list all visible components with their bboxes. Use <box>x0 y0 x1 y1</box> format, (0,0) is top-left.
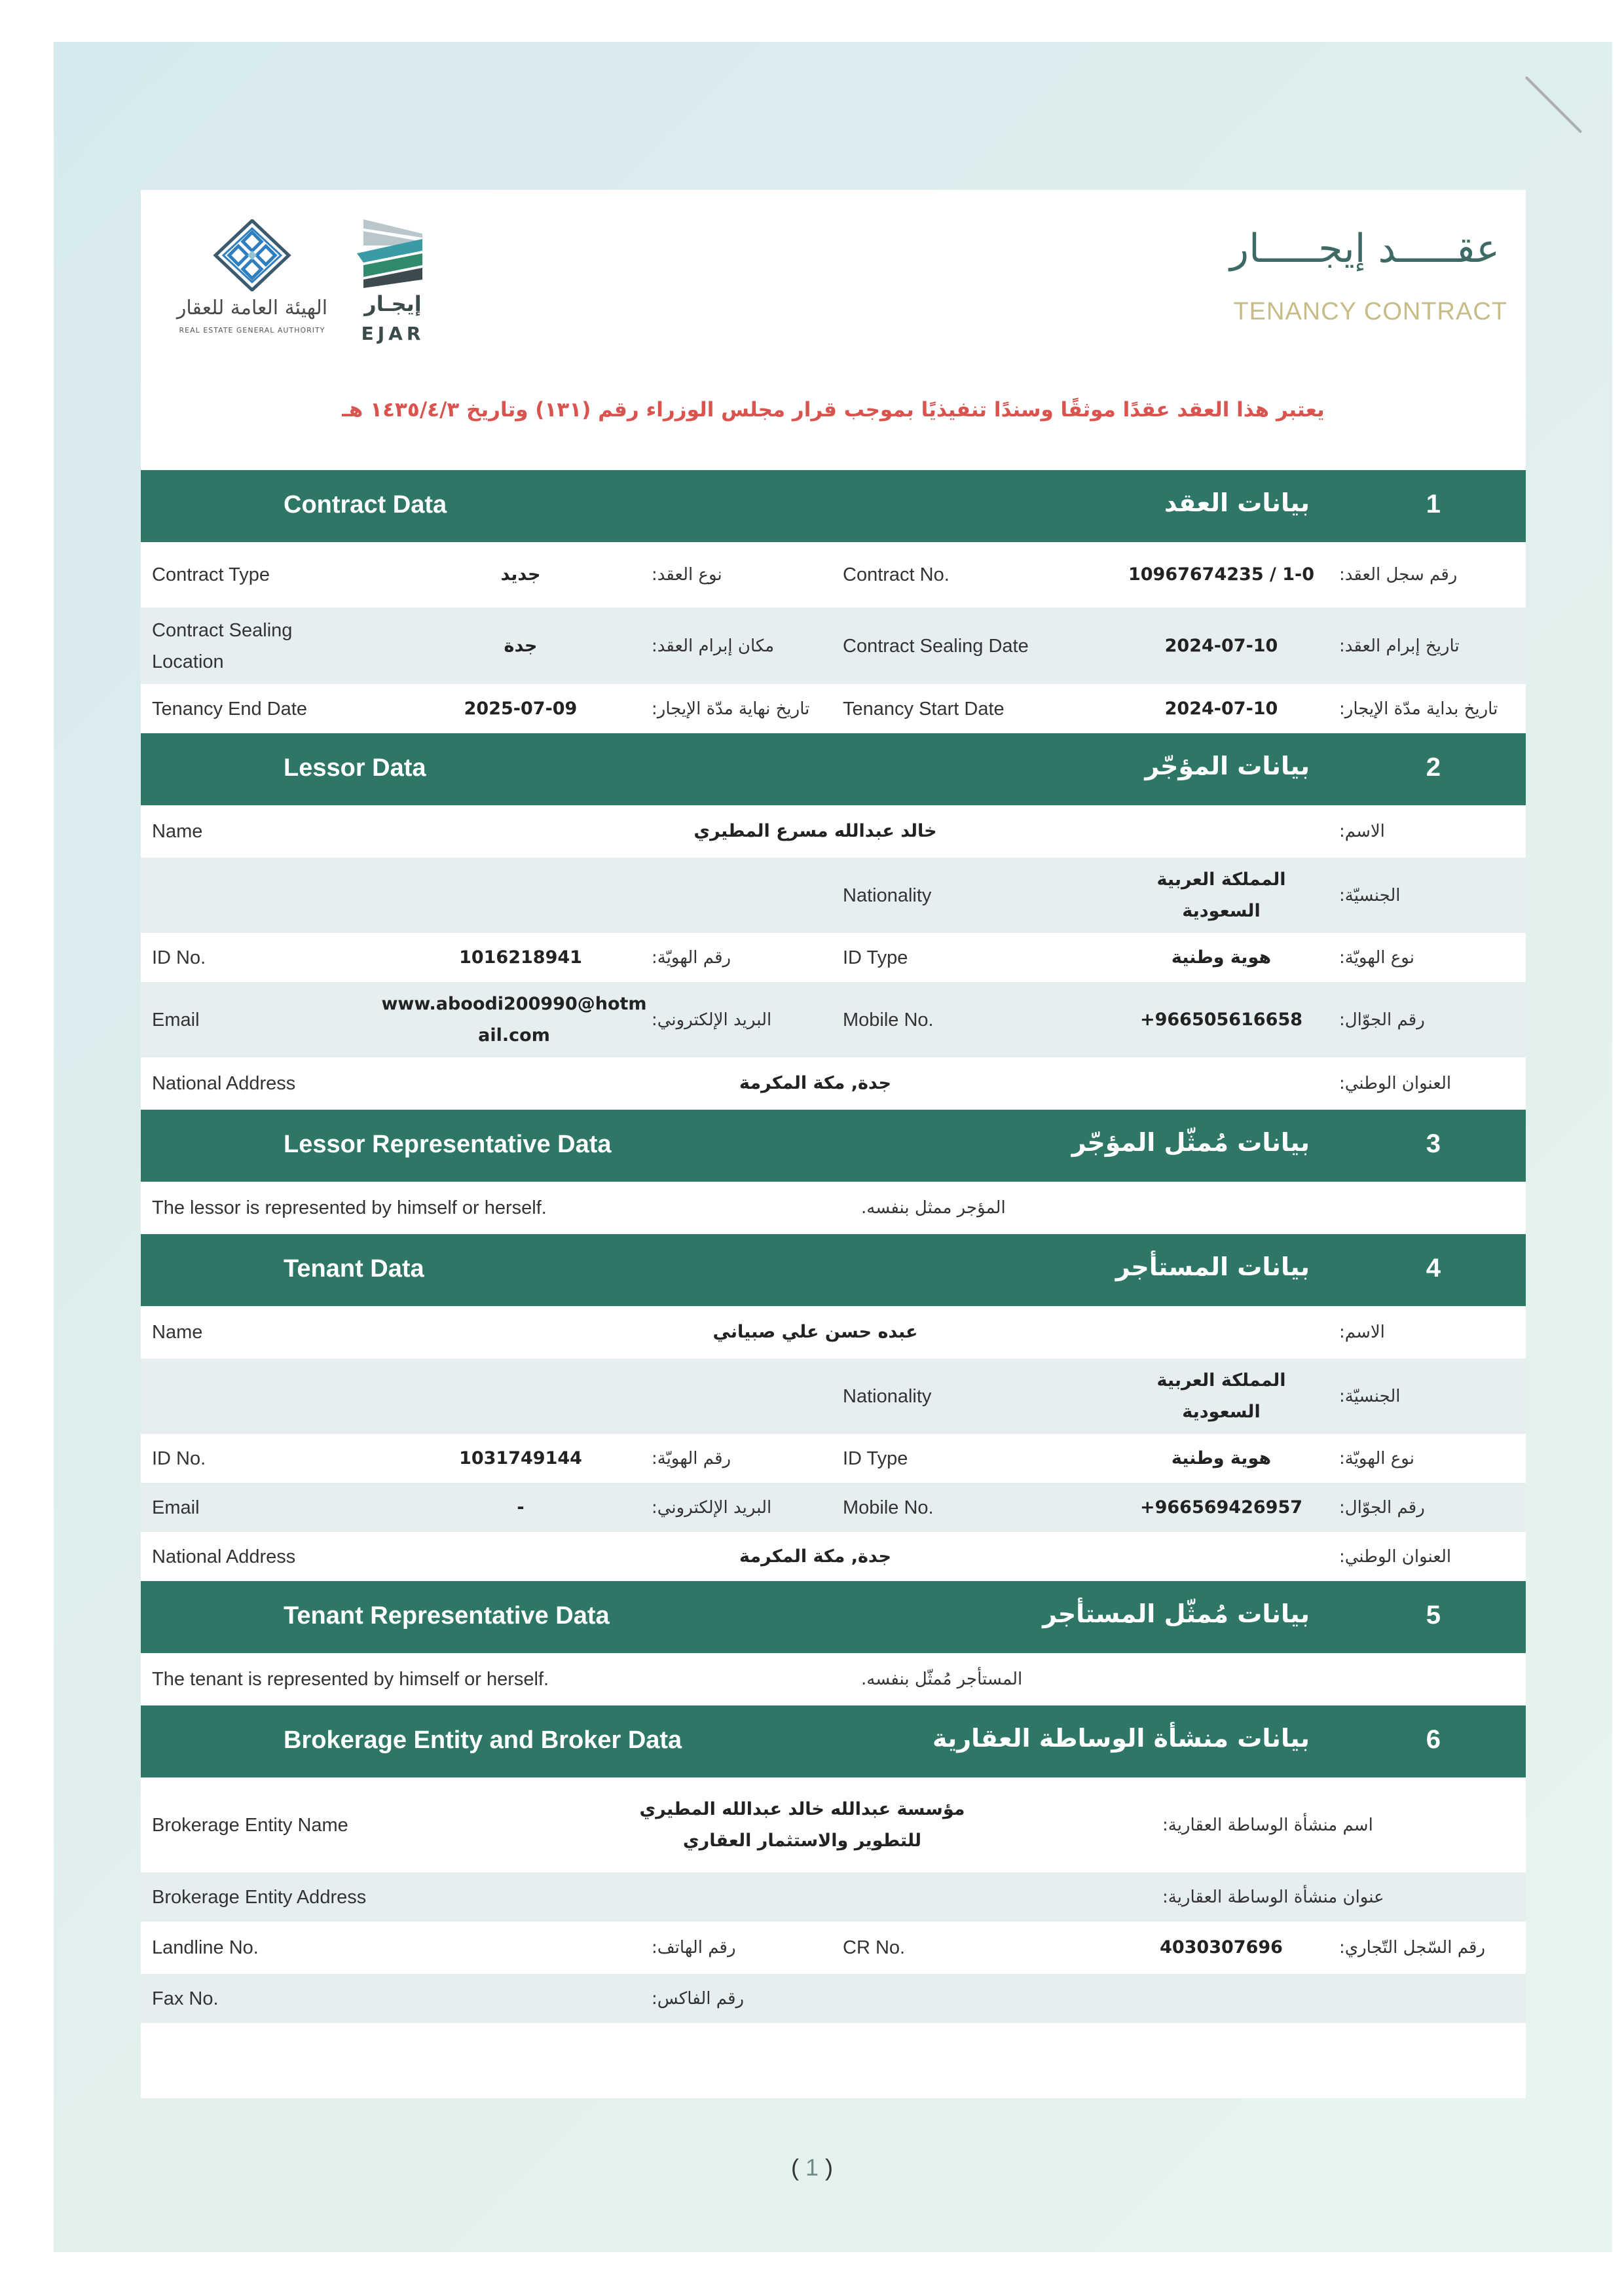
field-value: جدة, مكة المكرمة <box>739 1546 891 1567</box>
field-label-en: ID No. <box>152 947 206 968</box>
ejar-logo-arabic: إيجـار <box>364 291 422 316</box>
table-row <box>141 1434 1526 1483</box>
section-header-brokerage <box>141 1705 1526 1777</box>
tenant-representation-note-ar: المستأجر مُمثّل بنفسه. <box>861 1669 1023 1689</box>
contract-page <box>141 190 1526 2098</box>
field-label-ar: تاريخ نهاية مدّة الإيجار: <box>652 699 810 719</box>
field-label-en: Email <box>152 1009 200 1030</box>
section-number: 2 <box>1426 753 1441 782</box>
table-row <box>141 1483 1526 1532</box>
rega-logo-english: REAL ESTATE GENERAL AUTHORITY <box>179 326 325 335</box>
section-header-tenant <box>141 1234 1526 1306</box>
field-label-ar: رقم الجوّال: <box>1339 1010 1425 1030</box>
table-row <box>141 1358 1526 1434</box>
tenant-representation-note-en: The tenant is represented by himself or herself. <box>152 1669 549 1690</box>
field-label-ar: رقم الجوّال: <box>1339 1497 1425 1518</box>
table-row <box>141 1974 1526 2023</box>
field-value: +966505616658 <box>1139 1009 1303 1030</box>
field-label-en: Nationality <box>843 884 932 906</box>
field-label-ar: نوع الهويّة: <box>1339 1448 1414 1468</box>
table-row <box>141 608 1526 684</box>
table-row <box>141 1653 1526 1705</box>
field-label-en: Contract Type <box>152 564 270 585</box>
field-label-ar: نوع الهويّة: <box>1339 947 1414 968</box>
field-label-ar: الاسم: <box>1339 822 1385 841</box>
field-label-en: National Address <box>152 1073 296 1094</box>
field-value: جدة, مكة المكرمة <box>739 1073 891 1093</box>
rega-logo <box>160 219 344 344</box>
page-number-open: ( <box>790 2154 799 2181</box>
field-value: 4030307696 <box>1160 1937 1283 1958</box>
document-title-english: TENANCY CONTRACT <box>1233 298 1507 325</box>
field-label-en: Mobile No. <box>843 1497 934 1518</box>
field-label-en: Contract No. <box>843 564 950 585</box>
table-row <box>141 805 1526 858</box>
field-value: جدة <box>504 635 538 656</box>
field-label-en: Contract Sealing Date <box>843 635 1029 657</box>
field-value: المملكة العربية السعودية <box>1156 1370 1286 1422</box>
field-label-ar: اسم منشأة الوساطة العقارية: <box>1162 1815 1373 1835</box>
field-label-ar: رقم السّجل التّجاري: <box>1339 1938 1485 1958</box>
table-row <box>141 1777 1526 1872</box>
table-row <box>141 1872 1526 1922</box>
field-label-ar: تاريخ بداية مدّة الإيجار: <box>1339 699 1498 719</box>
section-title-ar: بيانات المستأجر <box>1115 1252 1310 1281</box>
field-label-ar: رقم الهويّة: <box>652 947 731 968</box>
field-value: 1016218941 <box>459 947 582 968</box>
section-header-lessor-representative <box>141 1110 1526 1182</box>
ejar-logo-english: EJAR <box>361 323 425 344</box>
tenant-name-value: عبده حسن علي صبياني <box>712 1322 918 1342</box>
field-label-ar: نوع العقد: <box>652 565 722 585</box>
field-label-en: Tenancy End Date <box>152 698 307 720</box>
field-value: جديد <box>500 564 541 585</box>
table-row <box>141 1922 1526 1974</box>
section-title-ar: بيانات المؤجّر <box>1145 752 1310 780</box>
field-label-ar: رقم الهويّة: <box>652 1448 731 1468</box>
field-label-ar: البريد الإلكتروني: <box>652 1010 772 1030</box>
field-label-en: Brokerage Entity Name <box>152 1814 348 1836</box>
field-label-ar: العنوان الوطني: <box>1339 1074 1452 1093</box>
field-label-ar: الجنسيّة: <box>1339 1386 1401 1406</box>
table-row <box>141 1057 1526 1110</box>
field-label-ar: مكان إبرام العقد: <box>652 636 775 656</box>
section-title-en: Brokerage Entity and Broker Data <box>284 1726 682 1754</box>
field-label-en: Nationality <box>843 1385 932 1407</box>
page-number-close: ) <box>825 2154 834 2181</box>
field-label-ar: رقم سجل العقد: <box>1339 565 1458 585</box>
table-row <box>141 1182 1526 1234</box>
document-title-arabic: عقـــــد إيجـــــار <box>1230 226 1500 272</box>
field-label-en: Email <box>152 1497 200 1518</box>
field-value: 1031749144 <box>459 1448 582 1468</box>
section-header-contract <box>141 470 1526 542</box>
field-value: - <box>517 1497 525 1518</box>
field-label-en: Contract Sealing Location <box>152 619 293 672</box>
section-number: 5 <box>1426 1601 1441 1630</box>
lessor-representation-note-en: The lessor is represented by himself or herself. <box>152 1197 547 1218</box>
ejar-emblem-icon <box>357 219 429 288</box>
page-number <box>0 2154 1624 2181</box>
rega-emblem-icon <box>213 219 291 291</box>
field-label-en: ID Type <box>843 1448 908 1469</box>
section-title-en: Tenant Representative Data <box>284 1602 610 1630</box>
field-value: 2024-07-10 <box>1164 698 1278 719</box>
table-row <box>141 684 1526 733</box>
field-label-en: Tenancy Start Date <box>843 698 1005 720</box>
table-row <box>141 982 1526 1057</box>
field-value: +966569426957 <box>1139 1497 1303 1518</box>
section-title-ar: بيانات منشأة الوساطة العقارية <box>932 1724 1310 1753</box>
section-number: 6 <box>1426 1725 1441 1754</box>
field-label-en: ID Type <box>843 947 908 968</box>
field-label-en: Name <box>152 821 203 842</box>
section-title-en: Lessor Data <box>284 754 426 782</box>
field-label-ar: العنوان الوطني: <box>1339 1546 1452 1567</box>
table-row <box>141 933 1526 982</box>
field-label-ar: رقم الهاتف: <box>652 1938 736 1958</box>
field-label-en: Brokerage Entity Address <box>152 1886 367 1908</box>
section-number: 3 <box>1426 1129 1441 1158</box>
field-value: www.aboodi200990@hotmail.com <box>381 993 647 1046</box>
section-title-ar: بيانات مُمثّل المؤجّر <box>1071 1128 1310 1157</box>
field-label-ar: رقم الفاكس: <box>652 1988 745 2009</box>
brokerage-entity-name-value: مؤسسة عبدالله خالد عبدالله المطيري للتطوير والاستثمار العقاري <box>639 1798 965 1851</box>
field-label-en: Name <box>152 1322 203 1343</box>
field-label-en: ID No. <box>152 1448 206 1469</box>
field-value: هوية وطنية <box>1171 1448 1272 1468</box>
field-label-en: Mobile No. <box>843 1009 934 1030</box>
table-row <box>141 858 1526 933</box>
section-title-ar: بيانات العقد <box>1164 488 1310 517</box>
section-title-en: Contract Data <box>284 491 447 519</box>
field-value: هوية وطنية <box>1171 947 1272 968</box>
section-header-tenant-representative <box>141 1581 1526 1653</box>
field-label-en: National Address <box>152 1546 296 1567</box>
field-label-ar: الجنسيّة: <box>1339 885 1401 905</box>
field-label-en: CR No. <box>843 1937 906 1958</box>
section-title-en: Tenant Data <box>284 1255 424 1283</box>
field-label-en: Landline No. <box>152 1937 259 1958</box>
legal-notice: يعتبر هذا العقد عقدًا موثقًا وسندًا تنفيذيًا بموجب قرار مجلس الوزراء رقم (١٣١) وتاريخ ١٤٣٥/٤/٣ هـ <box>342 398 1325 422</box>
page-number-value: 1 <box>805 2154 819 2181</box>
field-label-ar: عنوان منشأة الوساطة العقارية: <box>1162 1887 1384 1907</box>
field-value: 2024-07-10 <box>1164 635 1278 656</box>
section-title-ar: بيانات مُمثّل المستأجر <box>1043 1599 1310 1628</box>
section-title-en: Lessor Representative Data <box>284 1131 612 1158</box>
table-row <box>141 1532 1526 1581</box>
lessor-representation-note-ar: المؤجر ممثل بنفسه. <box>861 1198 1006 1218</box>
section-header-lessor <box>141 733 1526 805</box>
field-value: 2025-07-09 <box>464 698 578 719</box>
field-label-ar: البريد الإلكتروني: <box>652 1497 772 1518</box>
ejar-logo <box>357 219 432 344</box>
field-value: المملكة العربية السعودية <box>1156 869 1286 921</box>
field-value: 10967674235 / 1-0 <box>1128 564 1315 585</box>
table-row <box>141 542 1526 608</box>
lessor-name-value: خالد عبدالله مسرع المطيري <box>693 821 937 841</box>
field-label-ar: تاريخ إبرام العقد: <box>1339 636 1460 656</box>
section-number: 4 <box>1426 1254 1441 1283</box>
field-label-ar: الاسم: <box>1339 1322 1385 1342</box>
rega-logo-arabic: الهيئة العامة للعقار <box>176 297 328 319</box>
section-number: 1 <box>1426 490 1441 519</box>
table-row <box>141 1306 1526 1358</box>
field-label-en: Fax No. <box>152 1988 219 2009</box>
